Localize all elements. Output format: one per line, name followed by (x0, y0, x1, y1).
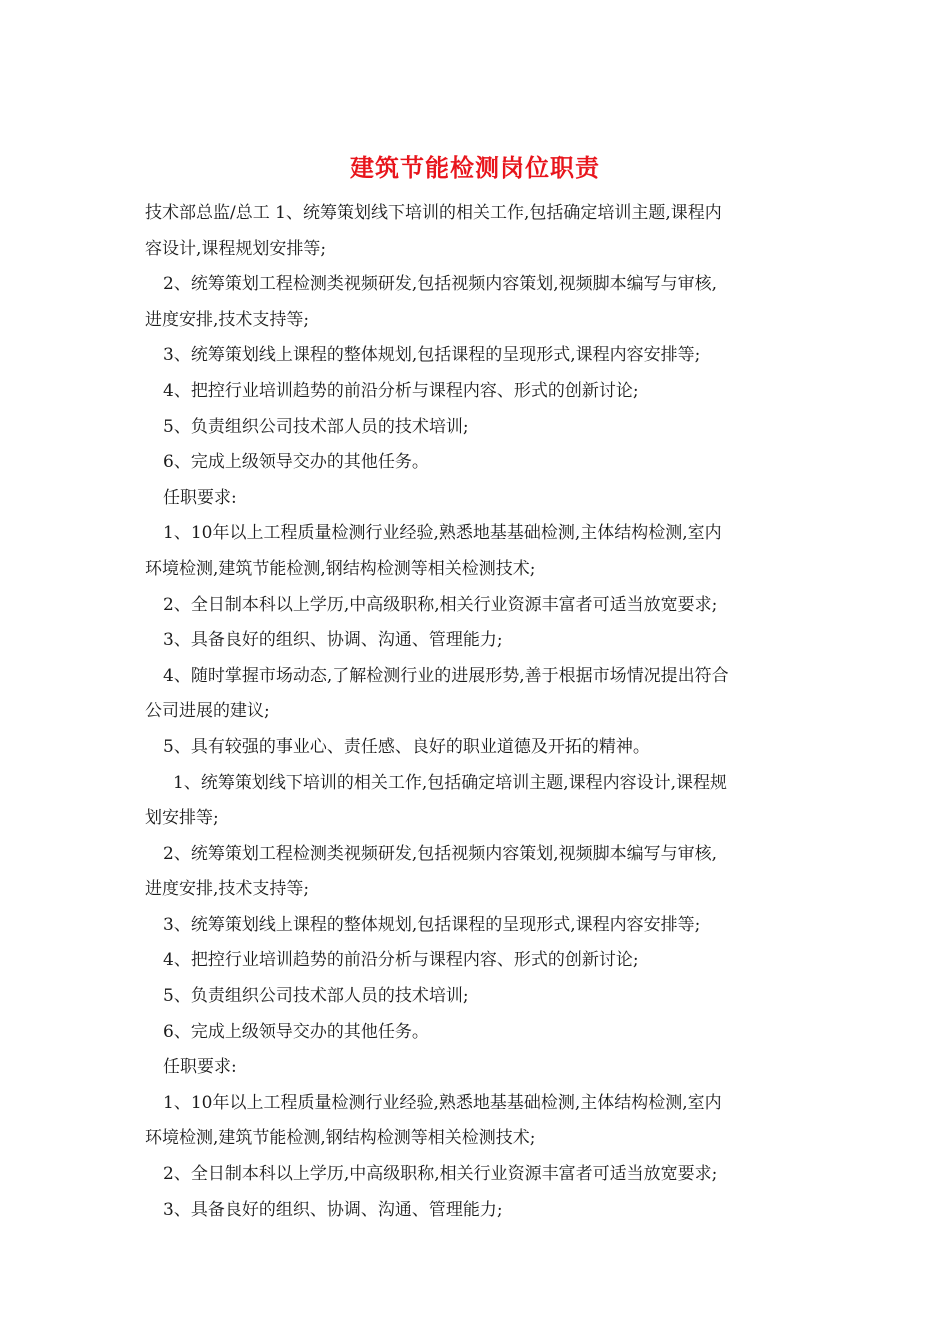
document-title: 建筑节能检测岗位职责 (350, 154, 600, 182)
text-line: 5、具有较强的事业心、责任感、良好的职业道德及开拓的精神。 (163, 736, 650, 757)
text-line: 进度安排,技术支持等; (145, 879, 310, 900)
text-line: 4、随时掌握市场动态,了解检测行业的进展形势,善于根据市场情况提出符合 (163, 665, 729, 686)
text-line: 2、全日制本科以上学历,中高级职称,相关行业资源丰富者可适当放宽要求; (163, 1164, 718, 1185)
text-line: 任职要求: (163, 487, 237, 508)
text-line: 3、具备良好的组织、协调、沟通、管理能力; (163, 630, 503, 651)
text-line: 进度安排,技术支持等; (145, 309, 310, 330)
text-line: 2、全日制本科以上学历,中高级职称,相关行业资源丰富者可适当放宽要求; (163, 594, 718, 615)
text-line: 1、10年以上工程质量检测行业经验,熟悉地基基础检测,主体结构检测,室内 (163, 523, 722, 544)
text-line: 2、统筹策划工程检测类视频研发,包括视频内容策划,视频脚本编写与审核, (163, 274, 718, 295)
text-line: 划安排等; (145, 808, 219, 829)
text-line: 6、完成上级领导交办的其他任务。 (163, 1021, 429, 1042)
text-line: 1、统筹策划线下培训的相关工作,包括确定培训主题,课程内容设计,课程规 (173, 772, 728, 793)
text-line: 6、完成上级领导交办的其他任务。 (163, 452, 429, 473)
document-body (145, 196, 815, 1228)
text-line: 任职要求: (163, 1057, 237, 1078)
text-line: 3、统筹策划线上课程的整体规划,包括课程的呈现形式,课程内容安排等; (163, 914, 701, 935)
text-line: 4、把控行业培训趋势的前沿分析与课程内容、形式的创新讨论; (163, 950, 639, 971)
text-line: 5、负责组织公司技术部人员的技术培训; (163, 986, 469, 1007)
text-line: 4、把控行业培训趋势的前沿分析与课程内容、形式的创新讨论; (163, 380, 639, 401)
text-line: 3、具备良好的组织、协调、沟通、管理能力; (163, 1199, 503, 1220)
text-line: 1、10年以上工程质量检测行业经验,熟悉地基基础检测,主体结构检测,室内 (163, 1092, 722, 1113)
text-line: 容设计,课程规划安排等; (145, 238, 327, 259)
text-line: 公司进展的建议; (145, 701, 270, 722)
text-line: 环境检测,建筑节能检测,钢结构检测等相关检测技术; (145, 558, 536, 579)
text-line: 2、统筹策划工程检测类视频研发,包括视频内容策划,视频脚本编写与审核, (163, 843, 718, 864)
text-line: 5、负责组织公司技术部人员的技术培训; (163, 416, 469, 437)
text-line: 环境检测,建筑节能检测,钢结构检测等相关检测技术; (145, 1128, 536, 1149)
text-line: 3、统筹策划线上课程的整体规划,包括课程的呈现形式,课程内容安排等; (163, 345, 701, 366)
text-line: 技术部总监/总工 1、统筹策划线下培训的相关工作,包括确定培训主题,课程内 (145, 203, 722, 223)
